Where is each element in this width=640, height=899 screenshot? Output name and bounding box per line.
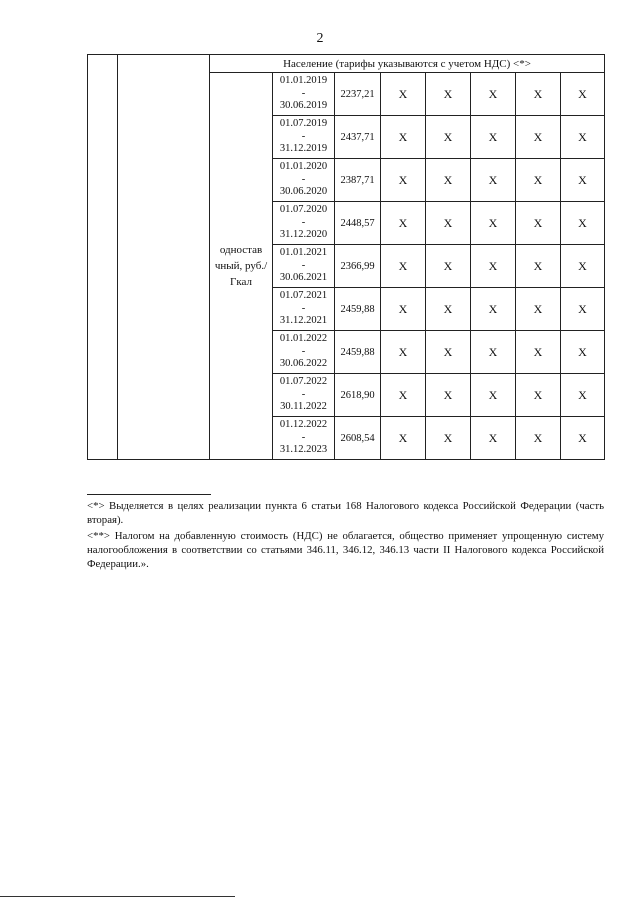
footnote-separator	[87, 494, 211, 495]
period-line: 30.06.2022	[279, 358, 328, 370]
period-line: -	[301, 216, 306, 228]
mark-cell: X	[381, 288, 426, 331]
period-line: 01.01.2022	[279, 333, 328, 345]
mark-cell: X	[561, 116, 605, 159]
mark-cell: X	[516, 159, 561, 202]
mark-cell: X	[426, 374, 471, 417]
period-line: 01.07.2021	[279, 290, 328, 302]
mark-cell: X	[561, 159, 605, 202]
mark-cell: X	[381, 331, 426, 374]
mark-cell: X	[381, 374, 426, 417]
mark-cell: X	[471, 417, 516, 460]
tariff-value: 2237,21	[335, 73, 381, 116]
mark-cell: X	[471, 245, 516, 288]
tariff-value: 2437,71	[335, 116, 381, 159]
period-line: 31.12.2021	[279, 315, 328, 327]
footnote-1: <*> Выделяется в целях реализации пункта 6 статьи 168 Налогового кодекса Российской Федерации (часть вторая).	[87, 500, 604, 526]
period-line: 01.12.2022	[279, 419, 328, 431]
period-line: 31.12.2019	[279, 143, 328, 155]
period-line: 01.01.2020	[279, 161, 328, 173]
mark-cell: X	[381, 116, 426, 159]
tariff-value: 2448,57	[335, 202, 381, 245]
mark-cell: X	[426, 331, 471, 374]
empty-col-2	[118, 55, 210, 460]
period-line: 31.12.2020	[279, 229, 328, 241]
period-line: 31.12.2023	[279, 444, 328, 456]
period-cell	[273, 331, 335, 374]
period-cell	[273, 73, 335, 116]
page-number: 2	[316, 31, 324, 46]
mark-cell: X	[426, 245, 471, 288]
mark-cell: X	[471, 202, 516, 245]
period-cell	[273, 245, 335, 288]
mark-cell: X	[516, 417, 561, 460]
tariff-value: 2459,88	[335, 331, 381, 374]
mark-cell: X	[426, 202, 471, 245]
period-cell	[273, 288, 335, 331]
period-line: -	[301, 388, 306, 400]
mark-cell: X	[381, 245, 426, 288]
unit-label: одностав чный, руб./Гкал	[210, 73, 273, 460]
period-line: -	[301, 431, 306, 443]
period-line: 01.01.2019	[279, 75, 328, 87]
mark-cell: X	[426, 116, 471, 159]
period-line: 01.01.2021	[279, 247, 328, 259]
mark-cell: X	[381, 202, 426, 245]
mark-cell: X	[561, 374, 605, 417]
mark-cell: X	[381, 159, 426, 202]
period-cell	[273, 202, 335, 245]
mark-cell: X	[471, 331, 516, 374]
mark-cell: X	[516, 288, 561, 331]
mark-cell: X	[561, 73, 605, 116]
period-line: -	[301, 259, 306, 271]
period-line: 30.06.2021	[279, 272, 328, 284]
mark-cell: X	[471, 73, 516, 116]
period-line: -	[301, 87, 306, 99]
period-cell	[273, 417, 335, 460]
mark-cell: X	[381, 73, 426, 116]
mark-cell: X	[561, 331, 605, 374]
period-line: -	[301, 345, 306, 357]
mark-cell: X	[381, 417, 426, 460]
mark-cell: X	[471, 159, 516, 202]
mark-cell: X	[426, 288, 471, 331]
bottom-rule	[0, 896, 235, 897]
mark-cell: X	[471, 116, 516, 159]
tariff-table	[87, 54, 605, 460]
footnote-2: <**> Налогом на добавленную стоимость (НДС) не облагается, общество применяет упрощенную систему налогообложения в соответствии со статьями 346.11, 346.12, 346.13 части II Налогового кодекса Российской Федерации.».	[87, 530, 604, 570]
period-cell	[273, 159, 335, 202]
period-line: 30.06.2019	[279, 100, 328, 112]
period-line: 01.07.2019	[279, 118, 328, 130]
mark-cell: X	[561, 288, 605, 331]
period-cell	[273, 374, 335, 417]
mark-cell: X	[516, 374, 561, 417]
period-line: -	[301, 302, 306, 314]
period-cell	[273, 116, 335, 159]
mark-cell: X	[516, 331, 561, 374]
period-line: 01.07.2022	[279, 376, 328, 388]
mark-cell: X	[561, 417, 605, 460]
mark-cell: X	[516, 73, 561, 116]
mark-cell: X	[426, 73, 471, 116]
table-header: Население (тарифы указываются с учетом НДС) <*>	[210, 55, 605, 73]
tariff-value: 2459,88	[335, 288, 381, 331]
period-line: 30.06.2020	[279, 186, 328, 198]
mark-cell: X	[516, 116, 561, 159]
mark-cell: X	[426, 159, 471, 202]
mark-cell: X	[561, 245, 605, 288]
tariff-value: 2387,71	[335, 159, 381, 202]
mark-cell: X	[561, 202, 605, 245]
period-line: -	[301, 130, 306, 142]
mark-cell: X	[426, 417, 471, 460]
period-line: -	[301, 173, 306, 185]
tariff-value: 2618,90	[335, 374, 381, 417]
mark-cell: X	[471, 374, 516, 417]
tariff-value: 2366,99	[335, 245, 381, 288]
mark-cell: X	[471, 288, 516, 331]
empty-col-1	[88, 55, 118, 460]
tariff-value: 2608,54	[335, 417, 381, 460]
mark-cell: X	[516, 202, 561, 245]
footnotes	[87, 499, 604, 573]
period-line: 01.07.2020	[279, 204, 328, 216]
mark-cell: X	[516, 245, 561, 288]
period-line: 30.11.2022	[280, 401, 327, 413]
